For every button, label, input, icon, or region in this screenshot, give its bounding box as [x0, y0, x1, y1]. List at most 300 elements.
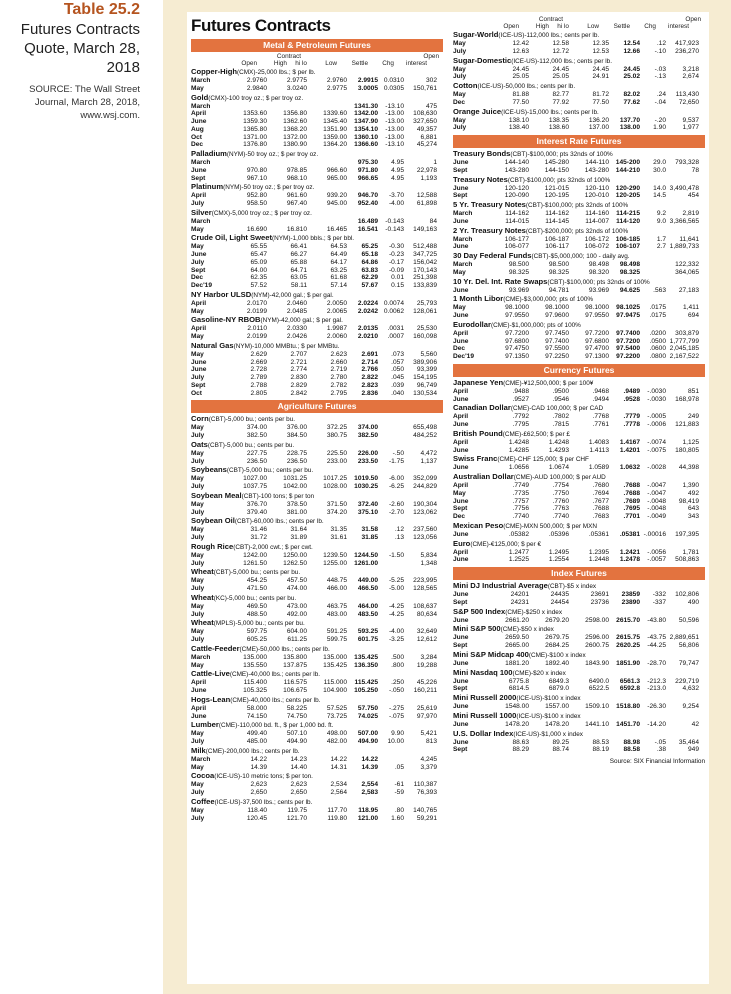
chg-cell: -.0030 [647, 395, 666, 403]
chg-cell [380, 424, 406, 432]
settle-cell: 374.00 [357, 424, 378, 432]
low-cell: 1339.60 [323, 110, 347, 118]
futures-sheet [187, 12, 709, 984]
table-row [453, 660, 705, 668]
table-row [453, 210, 705, 218]
month-cell: April [191, 192, 207, 200]
header-contract: Contract [276, 53, 302, 60]
section-header: Interest Rate Futures [453, 135, 705, 148]
interest-cell: 197,395 [675, 530, 699, 538]
chg-cell: .0800 [649, 353, 666, 360]
table-row [453, 99, 705, 107]
high-cell: .7760 [552, 497, 569, 505]
interest-cell: 492 [687, 489, 699, 497]
chg-cell: 0.15 [391, 282, 404, 289]
low-cell: 77.50 [592, 98, 609, 106]
interest-cell: 160,098 [413, 333, 437, 340]
page-title: Futures Contracts [191, 16, 331, 35]
low-cell: 1.9987 [326, 325, 347, 333]
high-cell: 25.05 [552, 73, 569, 81]
contract-name [191, 315, 443, 325]
contract-name [453, 581, 705, 591]
contract-name [191, 414, 443, 424]
open-cell: 77.50 [512, 98, 529, 106]
open-cell: 958.50 [246, 200, 267, 207]
settle-cell: 483.50 [357, 610, 378, 618]
high-cell: .9500 [552, 387, 569, 395]
high-cell: 114-145 [545, 217, 569, 225]
contract-spec: (CME)-MXN 500,000; $ per MXN [503, 522, 597, 530]
month-cell: June [453, 616, 469, 624]
month-cell: May [191, 602, 204, 610]
open-cell: 16.690 [246, 225, 267, 233]
month-cell: June [191, 358, 207, 366]
settle-cell: 74.025 [357, 712, 378, 720]
low-cell: 1364.20 [323, 141, 347, 149]
open-cell: 65.55 [250, 243, 267, 251]
low-cell: .7683 [592, 513, 609, 520]
settle-cell: 601.75 [357, 636, 378, 643]
open-cell: 499.40 [246, 730, 267, 738]
high-cell: 114-162 [545, 210, 569, 217]
header-open2: Open [423, 53, 439, 60]
month-cell: July [191, 508, 205, 516]
contract-title: Japanese Yen [453, 377, 504, 387]
contract-title: Mini S&P Midcap 400 [453, 649, 529, 659]
month-cell: July [191, 483, 205, 490]
settle-cell: 97.5400 [616, 345, 640, 353]
contract-title: Mexican Peso [453, 520, 504, 530]
open-cell: .7795 [512, 421, 529, 428]
open-cell: 120.45 [246, 814, 267, 822]
chg-cell: -59 [394, 789, 404, 796]
high-cell: 89.25 [552, 738, 569, 746]
interest-cell: 454 [687, 192, 699, 200]
settle-cell: 31.58 [361, 526, 378, 534]
settle-cell: 464.00 [357, 602, 378, 610]
open-cell: 65.09 [250, 258, 267, 266]
interest-cell: 4,245 [420, 755, 437, 763]
month-cell: May [453, 91, 466, 98]
interest-cell: 1,777,799 [669, 337, 699, 345]
settle-cell: 2615.70 [616, 616, 640, 624]
table-row [453, 330, 705, 338]
contract-title: Treasury Notes [453, 174, 508, 184]
contract-spec: (CMX)-100 troy oz.; $ per troy oz. [208, 94, 304, 102]
open-cell: 1.2525 [508, 556, 529, 564]
month-cell: Dec [453, 98, 466, 106]
table-row [191, 552, 443, 560]
interest-cell: 102,806 [675, 591, 699, 598]
open-cell: 485.00 [246, 738, 267, 745]
table-row [453, 48, 705, 56]
table-row [191, 662, 443, 670]
settle-cell: .7778 [623, 421, 640, 428]
high-cell: 14.40 [290, 763, 307, 771]
table-row [191, 243, 443, 251]
open-cell: 1478.20 [505, 720, 529, 728]
low-cell: 104.900 [323, 687, 347, 694]
low-cell: .7688 [592, 505, 609, 513]
contract-name [191, 182, 443, 192]
table-row [453, 167, 705, 175]
contract-spec: (NYM)-50 troy oz.; $ per troy oz. [223, 184, 315, 192]
month-cell: Dec'19 [453, 353, 474, 360]
low-cell: 106-072 [584, 243, 609, 251]
settle-cell: 14.22 [361, 755, 378, 763]
high-cell: 16.810 [286, 225, 307, 233]
interest-cell: 98,419 [678, 497, 699, 505]
contract-spec: (CME)-$250 x index [505, 608, 563, 616]
table-row [191, 781, 443, 789]
section-header: Currency Futures [453, 364, 705, 377]
contract-title: Palladium [191, 149, 227, 158]
table-row [453, 678, 705, 686]
month-cell: July [453, 47, 467, 55]
chg-cell: -.0057 [647, 556, 666, 564]
settle-cell: 120-205 [615, 192, 640, 200]
contract-name [191, 593, 443, 603]
low-cell: 64.53 [330, 243, 347, 251]
column-header-row [191, 53, 443, 60]
settle-cell: 120-290 [615, 184, 640, 192]
high-cell: 2.721 [290, 358, 307, 366]
table-row [453, 685, 705, 693]
settle-cell: 23859 [621, 591, 640, 598]
low-cell: .7768 [592, 413, 609, 421]
high-cell: 1356.80 [283, 110, 307, 118]
low-cell: 143-280 [584, 166, 609, 174]
high-cell: 2.0485 [286, 307, 307, 315]
low-cell: 448.75 [326, 577, 347, 585]
contract-title: Coffee [191, 796, 215, 806]
open-cell: 1376.80 [243, 141, 267, 149]
open-cell: .7749 [512, 482, 529, 489]
header-open2: Open [685, 16, 701, 23]
interest-cell: 108,630 [413, 110, 437, 118]
low-cell: 483.00 [326, 610, 347, 618]
low-cell: 97.9550 [585, 312, 609, 319]
low-cell: 63.25 [330, 266, 347, 274]
low-cell: 1.2448 [588, 556, 609, 564]
interest-cell: 1,781 [682, 548, 699, 556]
interest-cell: 1,137 [420, 457, 437, 465]
chg-cell: -.20 [654, 116, 666, 124]
contract-name [191, 771, 443, 781]
high-cell: 144-150 [544, 166, 569, 174]
interest-cell: 1 [433, 159, 437, 166]
contract-title: 10 Yr. Del. Int. Rate Swaps [453, 276, 548, 286]
contract-spec: (CME)-¥12,500,000; $ per 100¥ [503, 379, 594, 387]
interest-cell: 2,819 [682, 210, 699, 217]
open-cell: 1881.20 [505, 659, 529, 667]
table-row [191, 730, 443, 738]
settle-cell: 449.00 [357, 577, 378, 585]
interest-cell: 3,218 [682, 65, 699, 73]
high-cell: 507.10 [286, 730, 307, 738]
high-cell: 31.64 [290, 526, 307, 534]
open-cell: .7792 [512, 413, 529, 421]
open-cell: 6775.8 [508, 677, 529, 685]
contract-name [191, 797, 443, 807]
low-cell: 114-160 [585, 210, 609, 217]
month-cell: July [191, 258, 205, 266]
month-cell: Dec [453, 513, 466, 520]
high-cell: .7740 [552, 513, 569, 520]
high-cell: 2679.20 [545, 616, 569, 624]
settle-cell: 1342.00 [354, 110, 378, 118]
month-cell: Sept [453, 166, 468, 174]
open-cell: 374.00 [246, 424, 267, 432]
table-row [453, 159, 705, 167]
month-cell: April [453, 482, 469, 489]
high-cell: 2.842 [290, 389, 307, 397]
interest-cell: 343 [687, 513, 699, 520]
table-row [453, 703, 705, 711]
settle-cell: 1019.50 [354, 475, 378, 483]
table-row [191, 475, 443, 483]
month-cell: June [453, 634, 469, 642]
interest-cell: 655,498 [413, 424, 437, 432]
high-cell: 138.60 [548, 124, 569, 132]
high-cell [269, 218, 309, 226]
low-cell: 466.00 [326, 585, 347, 592]
settle-cell: 94.625 [619, 286, 640, 294]
settle-cell: 2615.75 [616, 634, 640, 642]
interest-cell: 244,829 [413, 483, 437, 490]
high-cell: 74.750 [286, 712, 307, 720]
open-cell: 12.42 [512, 40, 529, 47]
open-cell: 93.969 [508, 286, 529, 294]
contract-name [191, 440, 443, 450]
contract-spec: (ICE-US)-112,000 lbs.; cents per lb. [498, 32, 600, 39]
low-cell: 23736 [590, 598, 609, 606]
open-cell: 382.50 [246, 432, 267, 439]
low-cell: 115.000 [323, 679, 347, 687]
settle-cell: 88.58 [623, 746, 640, 754]
contract-name [453, 294, 705, 304]
interest-cell: 113,430 [675, 91, 699, 98]
table-row [191, 251, 443, 259]
settle-cell: 135.425 [354, 653, 378, 661]
interest-cell: 140,765 [413, 806, 437, 814]
month-cell: June [191, 712, 207, 720]
low-cell: 16.465 [326, 225, 347, 233]
contract-name [191, 567, 443, 577]
settle-cell: 233.50 [357, 457, 378, 465]
contract-name [191, 67, 443, 77]
interest-cell: 813 [425, 738, 437, 745]
table-row [453, 91, 705, 99]
interest-cell: 4,632 [682, 685, 699, 693]
interest-cell: 5,834 [420, 551, 437, 559]
table-row [191, 577, 443, 585]
chg-cell [642, 269, 668, 277]
chg-cell: .040 [391, 389, 404, 397]
open-cell: 25.05 [512, 73, 529, 81]
contract-title: 30 Day Federal Funds [453, 251, 532, 260]
chg-cell: .0175 [649, 304, 666, 312]
open-cell: 1365.80 [243, 125, 267, 133]
month-cell: June [191, 166, 207, 174]
settle-cell: 1030.25 [354, 483, 378, 490]
table-row [453, 505, 705, 513]
chg-cell: -0.23 [388, 251, 404, 258]
contract-title: Cotton [453, 81, 478, 90]
table-row [191, 103, 443, 111]
chg-cell: .045 [391, 374, 404, 381]
contract-title: 2 Yr. Treasury Notes [453, 225, 526, 235]
settle-cell: 1451.70 [616, 720, 640, 728]
column-header-row [453, 23, 705, 30]
interest-cell: 130,534 [413, 389, 437, 397]
table-row [191, 126, 443, 134]
interest-cell: 25,793 [416, 299, 437, 307]
interest-cell: 168,978 [675, 395, 699, 403]
low-cell: 137.00 [588, 124, 609, 132]
chg-cell: .38 [656, 746, 666, 754]
high-cell: 236.50 [286, 457, 307, 465]
open-cell: 6814.5 [508, 685, 529, 693]
low-cell: 97.4700 [585, 345, 609, 353]
open-cell: 14.39 [250, 763, 267, 771]
interest-cell: 793,328 [675, 159, 699, 166]
open-cell: 2.0199 [246, 333, 267, 340]
settle-cell: 2,554 [361, 781, 378, 789]
high-cell: 6879.0 [548, 685, 569, 693]
low-cell: 31.35 [330, 526, 347, 534]
chg-cell: 29.0 [653, 159, 666, 166]
interest-cell: 1,125 [682, 438, 699, 446]
low-cell: 2598.00 [585, 616, 609, 624]
table-row [453, 490, 705, 498]
table-row [191, 77, 443, 85]
open-cell: 24201 [510, 591, 529, 598]
open-cell: 2.0110 [247, 325, 267, 333]
low-cell: 1351.90 [323, 125, 347, 133]
month-cell: June [453, 395, 469, 403]
low-cell: .9468 [592, 387, 609, 395]
settle-cell: 97.2200 [616, 353, 640, 360]
chg-cell: -0.143 [385, 225, 404, 233]
open-cell: 114-015 [505, 217, 529, 225]
contract-title: Cattle-Live [191, 669, 230, 679]
open-cell: 2.788 [250, 381, 267, 389]
chg-cell: .13 [394, 534, 404, 541]
chg-cell: -0.17 [388, 258, 404, 266]
month-cell: June [453, 217, 469, 225]
interest-cell: 694 [687, 312, 699, 319]
table-row [191, 282, 443, 290]
month-cell: April [453, 413, 469, 421]
settle-cell: 77.62 [623, 98, 640, 106]
interest-cell: 223,995 [413, 577, 437, 585]
interest-cell: 352,099 [413, 475, 437, 483]
month-cell: April [191, 704, 207, 712]
month-cell: June [453, 738, 469, 746]
high-cell: 611.25 [287, 636, 307, 643]
high-cell: 1892.40 [545, 659, 569, 667]
low-cell [309, 218, 349, 226]
settle-cell: 1347.90 [354, 118, 378, 125]
open-cell: 1.0656 [508, 464, 529, 472]
interest-cell: 32,649 [416, 628, 437, 636]
settle-cell: 952.40 [357, 200, 378, 207]
settle-cell: 97.9475 [616, 312, 640, 319]
month-cell: July [191, 789, 205, 796]
contract-spec: (KC)-5,000 bu.; cents per bu. [213, 594, 297, 602]
chg-cell: -4.00 [388, 628, 404, 636]
low-cell: 119.80 [327, 814, 347, 822]
table-row [191, 424, 443, 432]
high-cell: 66.41 [290, 243, 307, 251]
header-settle: Settle [351, 60, 368, 67]
header-spacer [319, 53, 406, 60]
month-cell: Dec [191, 274, 204, 282]
chg-cell: -5.00 [388, 585, 404, 592]
low-cell: 463.75 [326, 602, 347, 610]
low-cell: 12.53 [592, 47, 609, 55]
settle-cell: 966.65 [357, 174, 378, 182]
chg-cell [380, 756, 406, 764]
chg-cell: -3.70 [388, 192, 404, 200]
table-row [191, 636, 443, 644]
low-cell: 2.0050 [326, 299, 347, 307]
settle-cell: 1354.10 [354, 125, 378, 133]
table-row [191, 509, 443, 517]
interest-cell: 5,560 [420, 350, 437, 358]
table-row [191, 141, 443, 149]
high-cell: 120-195 [544, 192, 569, 200]
interest-cell: 150,761 [413, 84, 437, 92]
high-cell: 378.50 [286, 500, 307, 508]
high-cell: 98.325 [548, 268, 569, 276]
open-cell: .9488 [512, 387, 529, 395]
chg-cell: -13.00 [385, 118, 404, 125]
month-cell: May [191, 806, 204, 814]
open-cell: 135.550 [243, 661, 267, 669]
table-row [191, 705, 443, 713]
chg-cell: -43.75 [647, 634, 666, 642]
low-cell: 2,534 [330, 781, 347, 789]
chg-cell: -.0048 [647, 505, 666, 513]
section-header: Index Futures [453, 567, 705, 580]
table-row [191, 167, 443, 175]
table-row [453, 396, 705, 404]
open-cell: 105.325 [243, 687, 267, 694]
month-cell: Dec'19 [191, 282, 212, 289]
chg-cell: .80 [394, 806, 404, 814]
contract-spec: (CME)-$50 x index [500, 626, 554, 634]
table-row [453, 185, 705, 193]
month-cell: June [453, 497, 469, 505]
contract-name [191, 669, 443, 679]
settle-cell: 6592.8 [619, 685, 640, 693]
high-cell: 2.829 [290, 381, 307, 389]
open-cell: 114-162 [505, 210, 529, 217]
low-cell: 482.00 [326, 738, 347, 745]
contract-spec: (CME)-£62,500; $ per £ [502, 430, 570, 438]
interest-cell: 1,977 [682, 124, 699, 132]
interest-cell: 229,719 [675, 677, 699, 685]
low-cell: 2.623 [330, 350, 347, 358]
month-cell: June [453, 659, 469, 667]
open-cell: 118.40 [247, 806, 267, 814]
chg-cell: -.04 [654, 98, 666, 106]
low-cell: 2.9760 [326, 77, 347, 84]
month-cell: Oct [191, 133, 202, 141]
month-cell: June [453, 703, 469, 710]
